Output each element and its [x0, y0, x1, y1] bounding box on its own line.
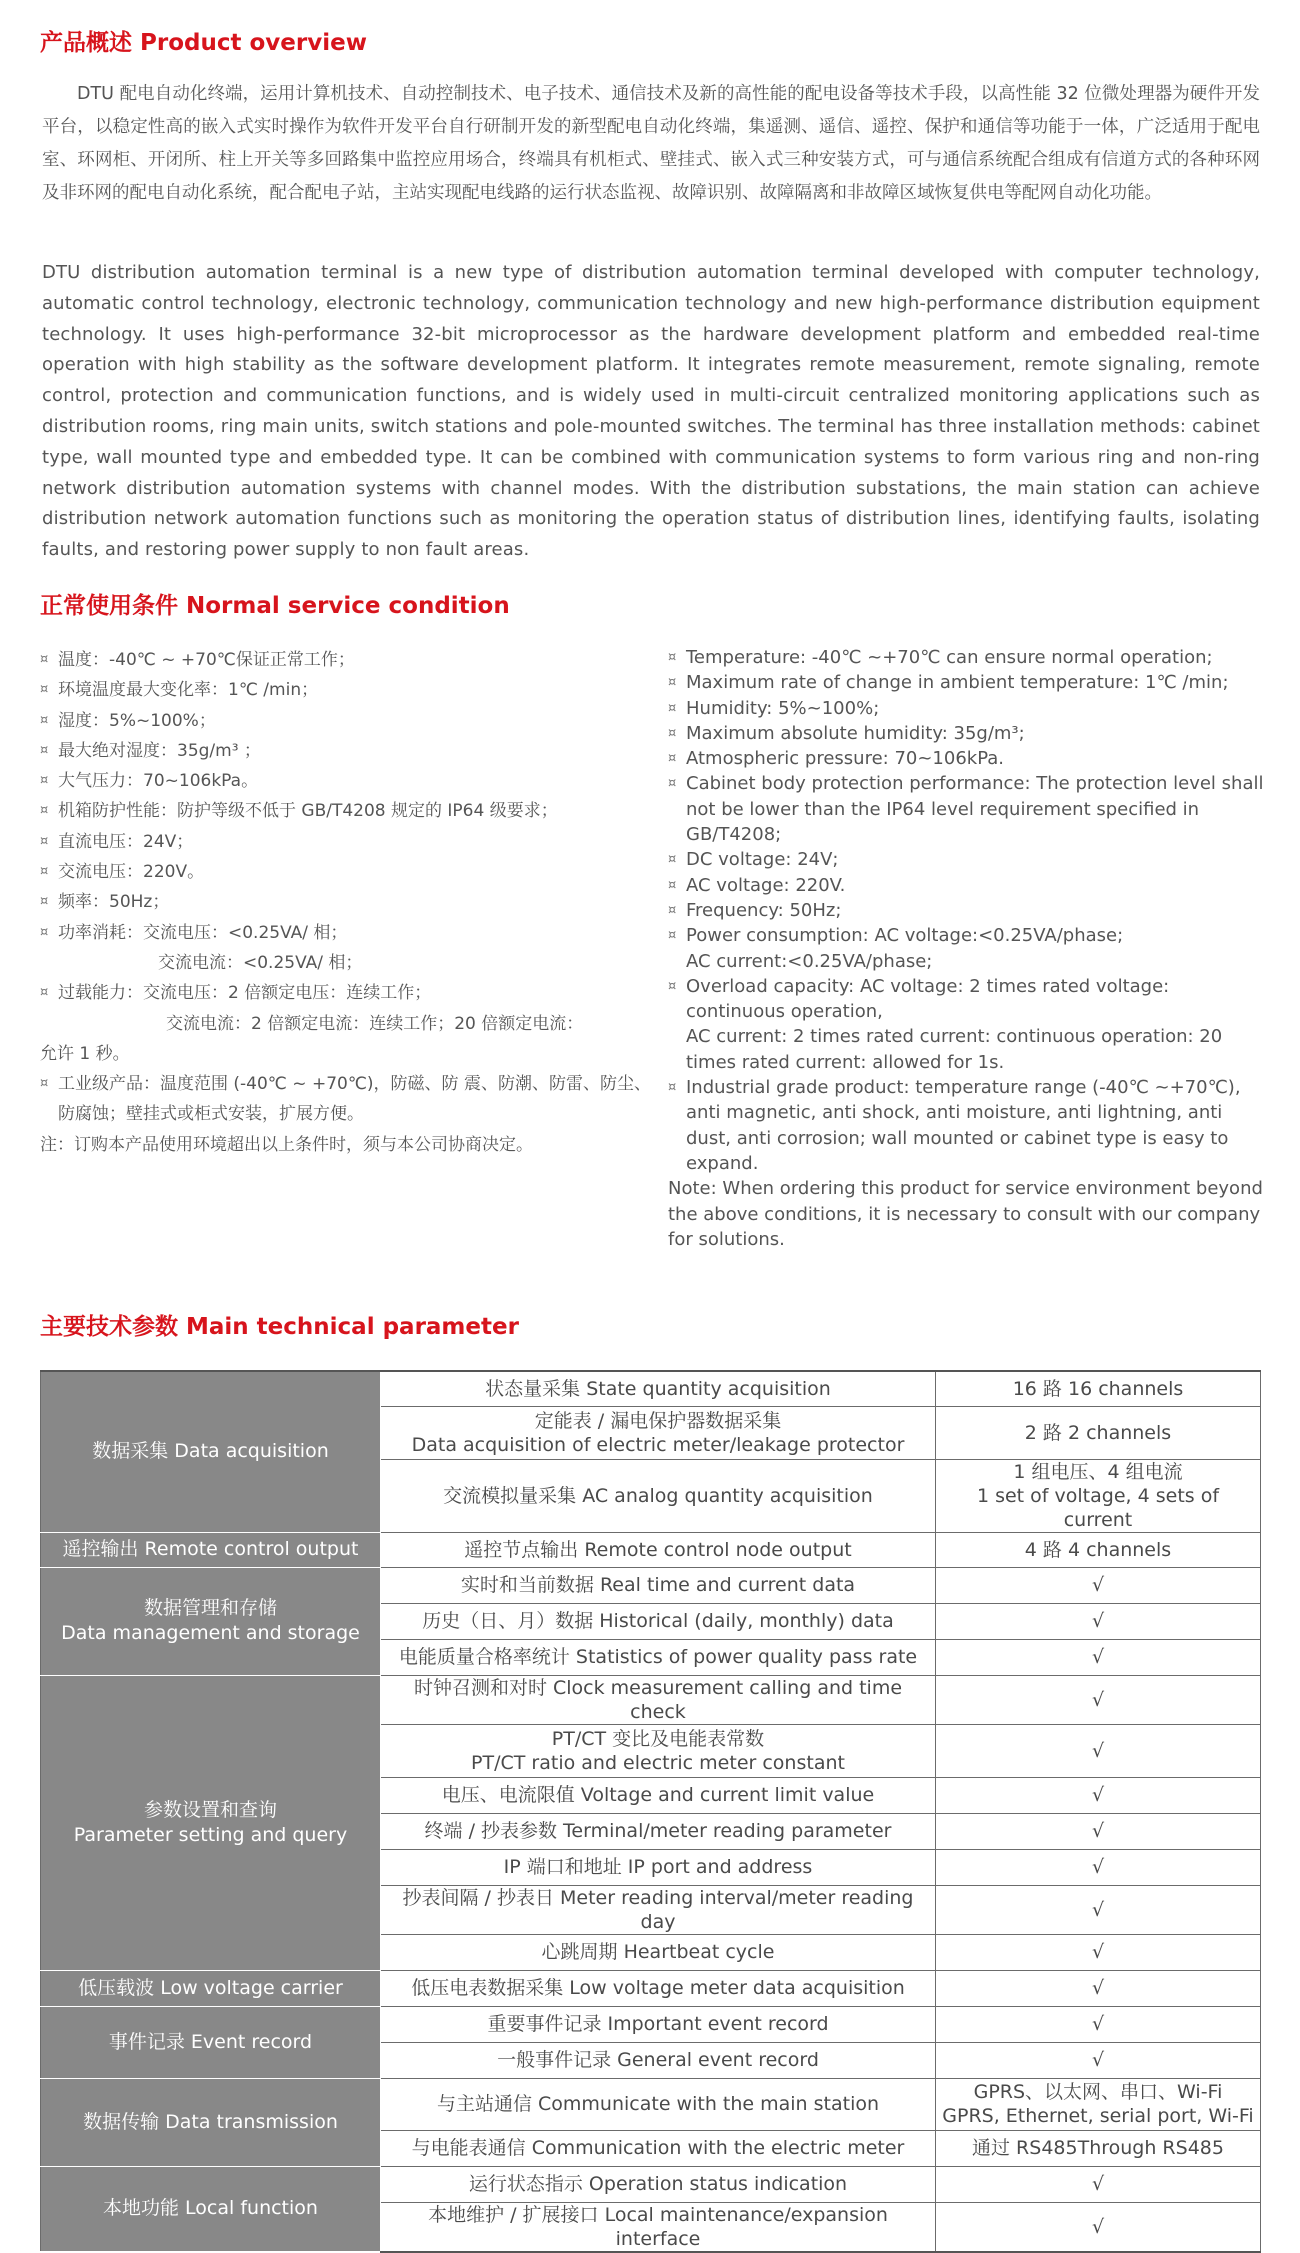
item-cell: 状态量采集 State quantity acquisition	[381, 1371, 936, 1406]
category-cell: 数据采集 Data acquisition	[41, 1371, 381, 1532]
list-item: 注：订购本产品使用环境超出以上条件时，须与本公司协商决定。	[40, 1134, 533, 1155]
bullet-icon: ¤	[40, 682, 49, 698]
conditions-title: 正常使用条件 Normal service condition	[40, 593, 510, 619]
table-row	[41, 1970, 1261, 2006]
list-item: ¤ 温度：-40℃ ~ +70℃保证正常工作；	[40, 645, 660, 675]
category-cell: 数据传输 Data transmission	[41, 2078, 381, 2166]
bullet-icon: ¤	[668, 725, 677, 741]
bullet-icon: ¤	[40, 833, 49, 849]
list-item: ¤ 湿度：5%~100%；	[40, 706, 660, 736]
bullet-icon: ¤	[668, 751, 677, 767]
item-cell: 历史（日、月）数据 Historical (daily, monthly) data	[381, 1603, 936, 1639]
list-item: ¤ 功率消耗：交流电压：<0.25VA/ 相；	[40, 918, 660, 948]
item-cell: 交流模拟量采集 AC analog quantity acquisition	[381, 1459, 936, 1532]
item-cell: 低压电表数据采集 Low voltage meter data acquisition	[381, 1970, 936, 2006]
item-cell: 时钟召测和对时 Clock measurement calling and time check	[381, 1675, 936, 1724]
conditions-chinese-list	[40, 645, 660, 1160]
list-item: ¤ Industrial grade product: temperature range (-40℃ ~+70℃), anti magnetic, anti shock, anti moisture, anti lightning, anti dust, anti corrosion; wall mounted or cabinet type is easy to expand.	[668, 1077, 1241, 1174]
bullet-icon: ¤	[668, 978, 677, 994]
list-item: ¤ 交流电压：220V。	[40, 857, 660, 887]
check-cell: √	[936, 1603, 1261, 1639]
list-item: ¤ Temperature: -40℃ ~+70℃ can ensure normal operation;	[668, 645, 1268, 670]
check-cell: √	[936, 1639, 1261, 1675]
item-cell: 终端 / 抄表参数 Terminal/meter reading parameter	[381, 1813, 936, 1849]
category-cell: 低压载波 Low voltage carrier	[41, 1970, 381, 2006]
check-cell: √	[936, 2166, 1261, 2202]
item-cell: IP 端口和地址 IP port and address	[381, 1849, 936, 1885]
list-item: ¤ Maximum rate of change in ambient temperature: 1℃ /min;	[668, 670, 1268, 695]
overview-title: 产品概述 Product overview	[40, 30, 367, 56]
item-cell: 本地维护 / 扩展接口 Local maintenance/expansion interface	[381, 2202, 936, 2252]
bullet-icon: ¤	[668, 776, 677, 792]
bullet-icon: ¤	[668, 902, 677, 918]
bullet-icon: ¤	[668, 675, 677, 691]
value-cell: 16 路 16 channels	[936, 1371, 1261, 1406]
check-cell: √	[936, 1934, 1261, 1970]
list-item: ¤ Power consumption: AC voltage:<0.25VA/phase;	[668, 923, 1268, 948]
bullet-icon: ¤	[40, 742, 49, 758]
list-item: ¤ DC voltage: 24V;	[668, 847, 1268, 872]
value-cell: 4 路 4 channels	[936, 1532, 1261, 1567]
category-cell: 遥控输出 Remote control output	[41, 1532, 381, 1567]
list-item: ¤ 机箱防护性能：防护等级不低于 GB/T4208 规定的 IP64 级要求；	[40, 796, 660, 826]
list-item: Note: When ordering this product for service environment beyond the above conditions, it is necessary to consult with our company for solutions.	[668, 1178, 1263, 1250]
bullet-icon: ¤	[40, 864, 49, 880]
list-item: ¤ AC voltage: 220V.	[668, 873, 1268, 898]
list-item: ¤ 大气压力：70~106kPa。	[40, 766, 660, 796]
value-cell: 1 组电压、4 组电流 1 set of voltage, 4 sets of current	[936, 1459, 1261, 1532]
list-item: 交流电流：<0.25VA/ 相；	[158, 952, 363, 973]
list-item: AC current:<0.25VA/phase;	[686, 950, 933, 972]
item-cell: 抄表间隔 / 抄表日 Meter reading interval/meter reading day	[381, 1885, 936, 1934]
category-cell: 本地功能 Local function	[41, 2166, 381, 2252]
bullet-icon: ¤	[40, 803, 49, 819]
list-item: ¤ 直流电压：24V；	[40, 827, 660, 857]
table-row	[41, 1567, 1261, 1603]
item-cell: 遥控节点输出 Remote control node output	[381, 1532, 936, 1567]
item-cell: PT/CT 变比及电能表常数 PT/CT ratio and electric meter constant	[381, 1724, 936, 1777]
value-cell: 通过 RS485Through RS485	[936, 2130, 1261, 2166]
bullet-icon: ¤	[40, 1076, 49, 1092]
list-item: ¤ 工业级产品：温度范围 (-40℃ ~ +70℃)，防磁、防 震、防潮、防雷、防尘、防腐蚀；壁挂式或柜式安装，扩展方便。	[40, 1069, 660, 1130]
table-row	[41, 2078, 1261, 2130]
bullet-icon: ¤	[40, 894, 49, 910]
bullet-icon: ¤	[40, 652, 49, 667]
check-cell: √	[936, 1724, 1261, 1777]
list-item: 交流电流：2 倍额定电流：连续工作；20 倍额定电流：	[166, 1013, 584, 1034]
item-cell: 实时和当前数据 Real time and current data	[381, 1567, 936, 1603]
list-item: ¤ 环境温度最大变化率：1℃ /min；	[40, 675, 660, 705]
table-row	[41, 1532, 1261, 1567]
list-item: ¤ 频率：50Hz；	[40, 887, 660, 917]
list-item: 允许 1 秒。	[40, 1043, 130, 1064]
check-cell: √	[936, 1970, 1261, 2006]
category-cell: 数据管理和存储 Data management and storage	[41, 1567, 381, 1675]
bullet-icon: ¤	[668, 650, 677, 665]
list-item: ¤ Humidity: 5%~100%;	[668, 696, 1268, 721]
table-row	[41, 1371, 1261, 1406]
check-cell: √	[936, 1849, 1261, 1885]
list-item: ¤ 最大绝对湿度：35g/m³ ；	[40, 736, 660, 766]
conditions-english-list	[668, 645, 1268, 1252]
check-cell: √	[936, 1885, 1261, 1934]
check-cell: √	[936, 2042, 1261, 2078]
bullet-icon: ¤	[40, 773, 49, 789]
parameter-table	[40, 1370, 1261, 2253]
bullet-icon: ¤	[668, 852, 677, 868]
params-title: 主要技术参数 Main technical parameter	[40, 1314, 519, 1340]
bullet-icon: ¤	[668, 1080, 677, 1096]
table-row	[41, 2006, 1261, 2042]
value-cell: GPRS、以太网、串口、Wi-Fi GPRS, Ethernet, serial port, Wi-Fi	[936, 2078, 1261, 2130]
bullet-icon: ¤	[40, 985, 49, 1001]
item-cell: 电压、电流限值 Voltage and current limit value	[381, 1777, 936, 1813]
list-item: ¤ Cabinet body protection performance: The protection level shall not be lower than the IP64 level requirement specified in GB/T4208;	[668, 773, 1264, 846]
check-cell: √	[936, 1567, 1261, 1603]
bullet-icon: ¤	[668, 700, 677, 716]
list-item: ¤ Overload capacity: AC voltage: 2 times rated voltage: continuous operation,	[668, 975, 1170, 1023]
item-cell: 定能表 / 漏电保护器数据采集 Data acquisition of electric meter/leakage protector	[381, 1406, 936, 1459]
table-row	[41, 1675, 1261, 1724]
item-cell: 一般事件记录 General event record	[381, 2042, 936, 2078]
list-item: ¤ Frequency: 50Hz;	[668, 898, 1268, 923]
item-cell: 与主站通信 Communicate with the main station	[381, 2078, 936, 2130]
check-cell: √	[936, 2006, 1261, 2042]
check-cell: √	[936, 1777, 1261, 1813]
item-cell: 电能质量合格率统计 Statistics of power quality pass rate	[381, 1639, 936, 1675]
list-item: ¤ 过载能力：交流电压：2 倍额定电压：连续工作；	[40, 978, 660, 1008]
bullet-icon: ¤	[40, 712, 49, 728]
category-cell: 事件记录 Event record	[41, 2006, 381, 2078]
bullet-icon: ¤	[668, 928, 677, 944]
overview-english-text: DTU distribution automation terminal is a new type of distribution automation terminal developed with computer technology, automatic control technology, electronic technology, communication technology and new high-performance distribution equipment technology. It uses high-performance 32-bit microprocessor as the hardware development platform and embedded real-time operation with high stability as the software development platform. It integrates remote measurement, remote signaling, remote control, protection and communication functions, and is widely used in multi-circuit centralized monitoring applications such as distribution rooms, ring main units, switch stations and pole-mounted switches. The terminal has three installation methods: cabinet type, wall mounted type and embedded type. It can be combined with communication systems to form various ring and non-ring network distribution automation systems with channel modes. With the distribution substations, the main station can achieve distribution network automation functions such as monitoring the operation status of distribution lines, identifying faults, isolating faults, and restoring power supply to non fault areas.	[42, 262, 1260, 561]
check-cell: √	[936, 1813, 1261, 1849]
check-cell: √	[936, 2202, 1261, 2252]
bullet-icon: ¤	[668, 877, 677, 893]
bullet-icon: ¤	[40, 924, 49, 940]
check-cell: √	[936, 1675, 1261, 1724]
table-row	[41, 2166, 1261, 2202]
item-cell: 重要事件记录 Important event record	[381, 2006, 936, 2042]
overview-chinese-text: DTU 配电自动化终端，运用计算机技术、自动控制技术、电子技术、通信技术及新的高性能的配电设备等技术手段，以高性能 32 位微处理器为硬件开发平台，以稳定性高的嵌入式实时操作为软件开发平台自行研制开发的新型配电自动化终端，集遥测、遥信、遥控、保护和通信等功能于一体，广泛适用于配电室、环网柜、开闭所、柱上开关等多回路集中监控应用场合，终端具有机柜式、壁挂式、嵌入式三种安装方式，可与通信系统配合组成有信道方式的各种环网及非环网的配电自动化系统，配合配电子站，主站实现配电线路的运行状态监视、故障识别、故障隔离和非故障区域恢复供电等配网自动化功能。	[42, 84, 1260, 203]
category-cell: 参数设置和查询 Parameter setting and query	[41, 1675, 381, 1970]
item-cell: 心跳周期 Heartbeat cycle	[381, 1934, 936, 1970]
list-item: ¤ Atmospheric pressure: 70~106kPa.	[668, 746, 1268, 771]
item-cell: 与电能表通信 Communication with the electric meter	[381, 2130, 936, 2166]
item-cell: 运行状态指示 Operation status indication	[381, 2166, 936, 2202]
list-item: AC current: 2 times rated current: continuous operation: 20 times rated current: allowed for 1s.	[686, 1026, 1223, 1073]
value-cell: 2 路 2 channels	[936, 1406, 1261, 1459]
list-item: ¤ Maximum absolute humidity: 35g/m³;	[668, 721, 1268, 746]
